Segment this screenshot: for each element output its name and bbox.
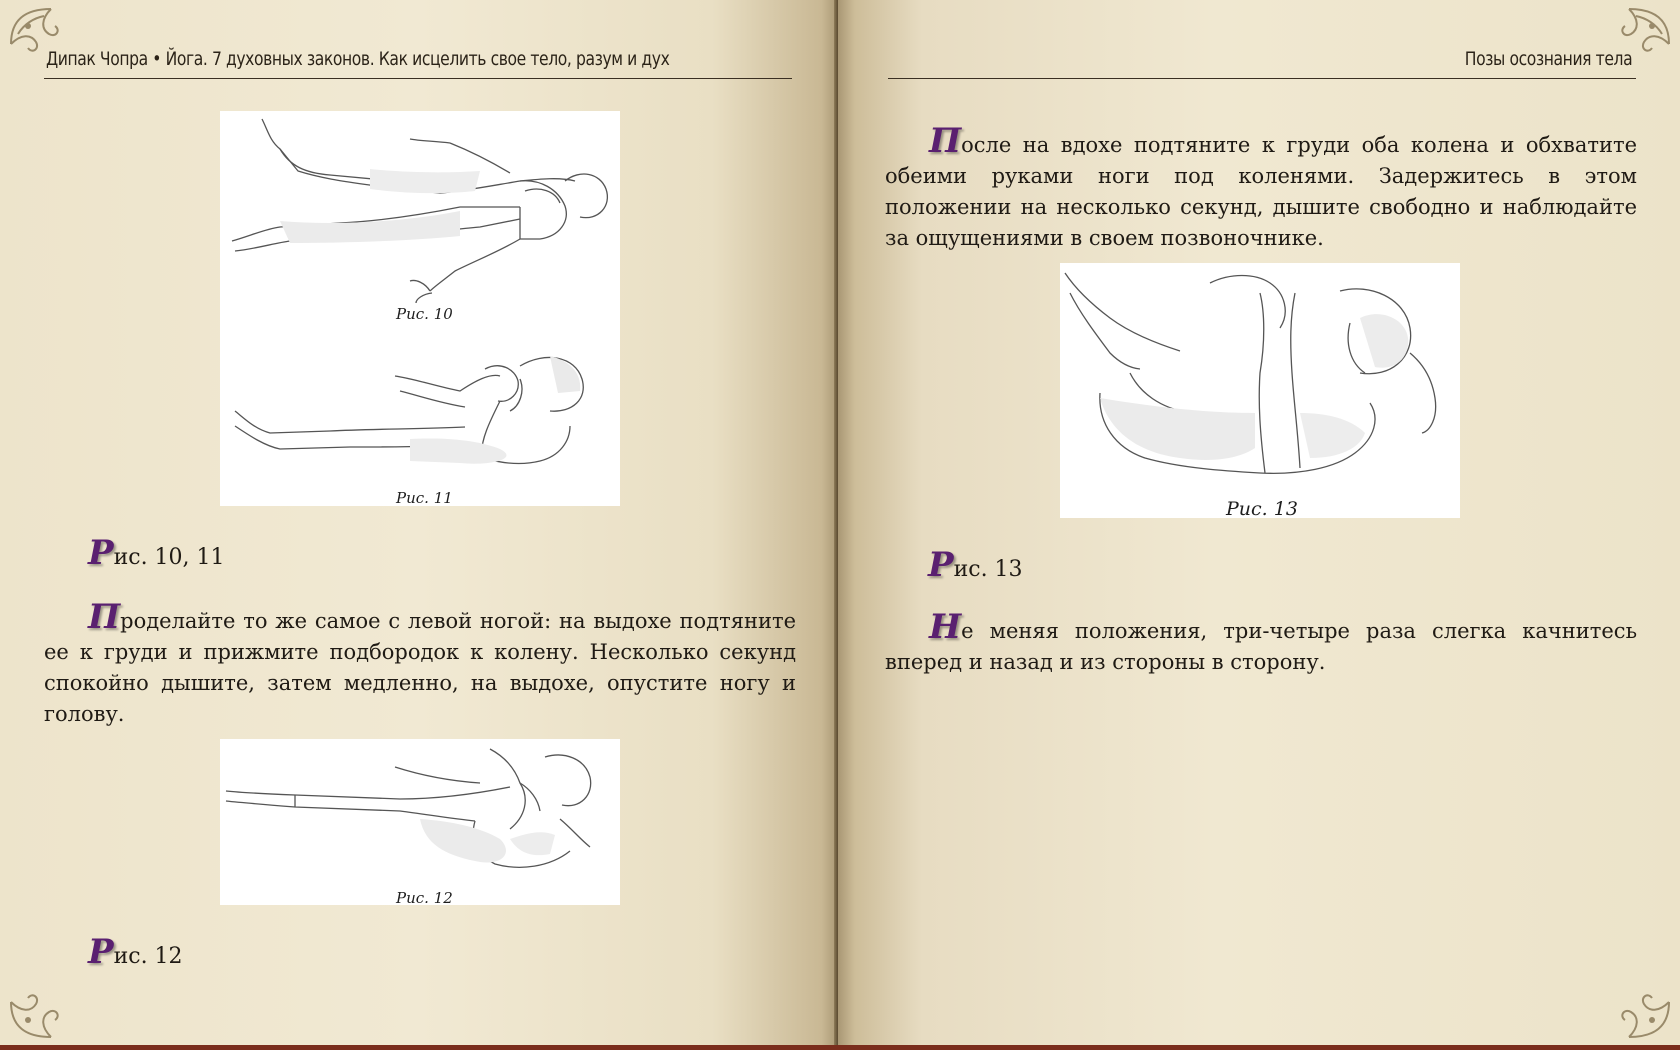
dropcap-letter: П (929, 121, 962, 161)
left-page[interactable] (0, 0, 838, 1046)
dropcap-letter: Р (88, 932, 114, 972)
paragraph-text: е меняя положения, три-четыре раза слегка качнитесь вперед и назад и из стороны в сторону. (885, 619, 1637, 674)
figure-12-image (220, 739, 620, 905)
figure-reference-text: ис. 13 (953, 557, 1023, 582)
ornament-corner-icon (1584, 952, 1674, 1042)
figure-13-image (1060, 263, 1460, 518)
figure-10-caption: Рис. 10 (396, 305, 453, 323)
book-bottom-edge (0, 1045, 1680, 1050)
figure-12-drawing (220, 739, 620, 905)
dropcap-letter: П (88, 597, 121, 637)
figure-13-caption: Рис. 13 (1226, 498, 1298, 520)
dropcap-letter: Р (928, 545, 954, 585)
figure-13-drawing (1060, 263, 1460, 518)
dropcap-letter: Р (88, 533, 114, 573)
figure-12-caption: Рис. 12 (396, 889, 453, 907)
figure-reference-text: ис. 12 (113, 944, 183, 969)
header-rule (888, 78, 1636, 79)
right-paragraph-2 (885, 607, 1637, 678)
figure-11-caption: Рис. 11 (396, 489, 453, 507)
figure-reference-13 (928, 545, 1023, 585)
paragraph-text: роделайте то же самое с левой ногой: на выдохе подтяните ее к груди и прижмите подбородок к колену. Несколько секунд спокойно дышите, затем медленно, на выдохе, опустите ногу и голову. (44, 609, 796, 726)
figure-reference-12 (88, 932, 183, 972)
ornament-corner-icon (6, 952, 96, 1042)
right-page[interactable] (838, 0, 1680, 1046)
figure-10-11-image (220, 111, 620, 506)
figure-reference-10-11 (88, 533, 225, 573)
figure-reference-text: ис. 10, 11 (113, 545, 225, 570)
running-header-left: Дипак Чопра • Йога. 7 духовных законов. Как исцелить свое тело, разум и дух (46, 48, 670, 70)
running-header-right: Позы осознания тела (1464, 48, 1632, 70)
dropcap-letter: Н (929, 607, 962, 647)
header-rule (44, 78, 792, 79)
left-paragraph-1 (44, 597, 796, 730)
right-paragraph-1 (885, 121, 1637, 254)
paragraph-text: осле на вдохе подтяните к груди оба колена и обхватите обеими руками ноги под коленями. Задержитесь в этом положении на несколько секунд, дышите свободно и наблюдайте за ощущениями в своем позвоночнике. (885, 133, 1637, 250)
